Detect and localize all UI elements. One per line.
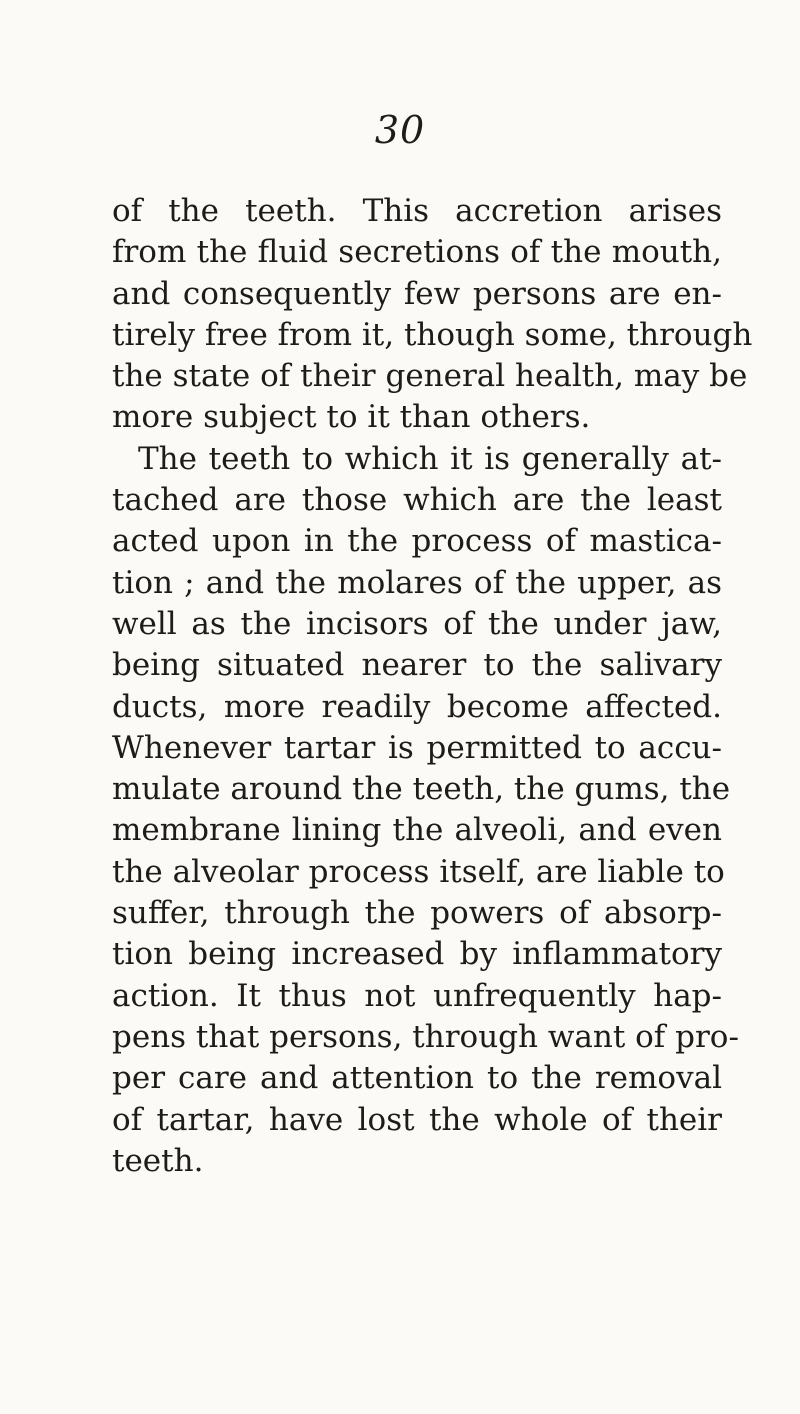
text-line: well as the incisors of the under jaw,: [112, 605, 722, 642]
text-line: from the fluid secretions of the mouth,: [112, 234, 722, 271]
text-line: tion ; and the molares of the upper, as: [112, 564, 722, 601]
text-line: The teeth to which it is generally at-: [138, 440, 722, 477]
text-line: being situated nearer to the salivary: [112, 647, 722, 684]
text-line: Whenever tartar is permitted to accu-: [112, 729, 722, 766]
page-number: 30: [374, 108, 426, 152]
text-line: tion being increased by inflammatory: [112, 936, 722, 973]
text-line: of tartar, have lost the whole of their: [112, 1101, 722, 1138]
text-line: action. It thus not unfrequently hap-: [112, 977, 722, 1014]
text-line: the state of their general health, may be: [112, 358, 748, 395]
text-line: and consequently few persons are en-: [112, 275, 722, 312]
text-line: tirely free from it, though some, through: [112, 316, 753, 353]
text-line: of the teeth. This accretion arises: [112, 193, 722, 229]
text-line: teeth.: [112, 1142, 204, 1179]
text-line: membrane lining the alveoli, and even: [112, 812, 722, 849]
text-line: the alveolar process itself, are liable to: [112, 853, 725, 890]
body-text: [112, 191, 753, 1182]
text-line: acted upon in the process of mastica-: [112, 523, 722, 560]
text-line: more subject to it than others.: [112, 399, 591, 436]
text-line: tached are those which are the least: [112, 482, 722, 519]
text-line: per care and attention to the removal: [112, 1060, 722, 1097]
text-line: suffer, through the powers of absorp-: [112, 895, 722, 932]
text-line: mulate around the teeth, the gums, the: [112, 771, 731, 808]
text-line: ducts, more readily become affected.: [112, 688, 722, 725]
text-line: pens that persons, through want of pro-: [112, 1018, 739, 1055]
